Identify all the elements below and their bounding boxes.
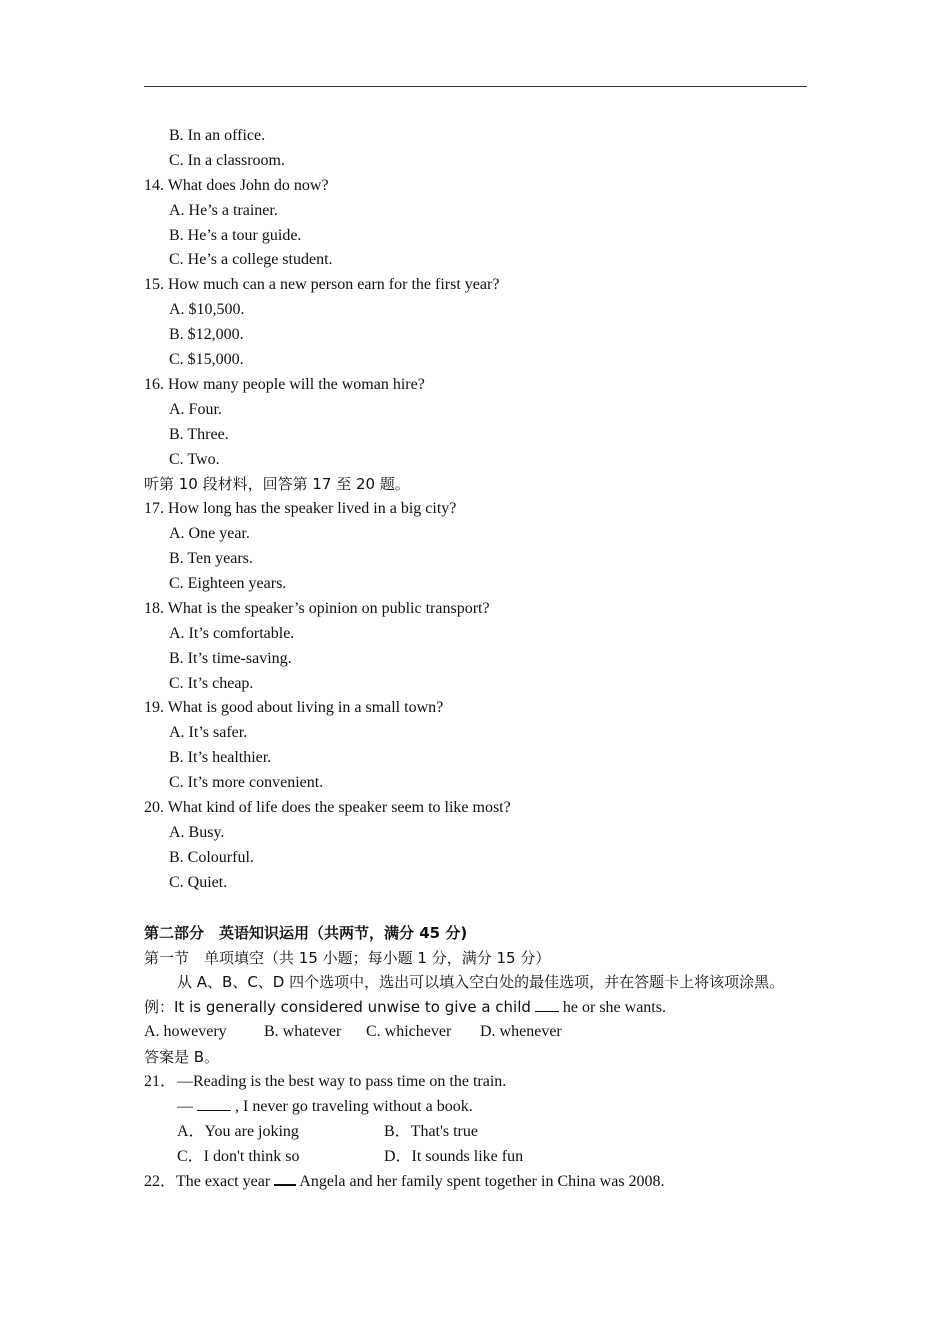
option-15a: A. $10,500. (169, 301, 245, 319)
example-option-c: C. whichever (366, 1023, 452, 1041)
question-21-line1: —Reading is the best way to pass time on the train. (177, 1073, 507, 1091)
example-sentence (144, 995, 808, 1020)
option-18a: A. It’s comfortable. (169, 624, 295, 642)
example-option-d: D. whenever (480, 1023, 562, 1041)
example-options (144, 1020, 808, 1045)
option-14b: B. He’s a tour guide. (169, 226, 302, 244)
question-21-number: 21． (144, 1073, 177, 1091)
question-16: 16. How many people will the woman hire? (144, 375, 425, 393)
option-19b: B. It’s healthier. (169, 749, 272, 767)
question-21-blank (197, 1110, 231, 1111)
example-blank (535, 1011, 559, 1012)
option-21d: D．It sounds like fun (384, 1147, 524, 1165)
option-16c: C. Two. (169, 450, 220, 468)
question-21-line2-text: , I never go traveling without a book. (235, 1097, 473, 1115)
header-rule (144, 86, 807, 87)
option-16b: B. Three. (169, 425, 229, 443)
question-22-blank (274, 1184, 296, 1186)
question-22-prefix: 22．The exact year (144, 1172, 271, 1190)
option-20b: B. Colourful. (169, 848, 254, 866)
question-20: 20. What kind of life does the speaker seem to like most? (144, 799, 511, 817)
section-10-instruction: 听第 10 段材料，回答第 17 至 20 题。 (144, 475, 410, 494)
option-19a: A. It’s safer. (169, 724, 248, 742)
option-20a: A. Busy. (169, 823, 225, 841)
example-option-a: A. howevery (144, 1023, 227, 1041)
question-21 (144, 1070, 808, 1095)
option-16a: A. Four. (169, 400, 222, 418)
question-14: 14. What does John do now? (144, 176, 329, 194)
option-18b: B. It’s time-saving. (169, 649, 292, 667)
option-13c: C. In a classroom. (169, 151, 285, 169)
option-13b: B. In an office. (169, 127, 266, 144)
option-21b: B．That's true (384, 1122, 478, 1140)
question-19: 19. What is good about living in a small town? (144, 699, 444, 717)
example-answer: 答案是 B。 (144, 1048, 220, 1067)
question-22-suffix: Angela and her family spent together in China was 2008. (299, 1172, 665, 1190)
section1-instruction: 从 A、B、C、D 四个选项中，选出可以填入空白处的最佳选项，并在答题卡上将该项涂黑。 (177, 973, 785, 992)
part2-title: 第二部分 英语知识运用（共两节，满分 45 分) (144, 923, 468, 942)
option-20c: C. Quiet. (169, 873, 228, 891)
option-17a: A. One year. (169, 525, 250, 543)
option-21a: A．You are joking (177, 1122, 299, 1140)
option-21c: C．I don't think so (177, 1147, 300, 1165)
example-option-b: B. whatever (264, 1023, 342, 1041)
exam-page (144, 124, 808, 1195)
option-15b: B. $12,000. (169, 326, 244, 344)
example-suffix: he or she wants. (562, 999, 666, 1017)
question-18: 18. What is the speaker’s opinion on public transport? (144, 599, 490, 617)
question-21-line2 (144, 1095, 808, 1120)
dash: — (177, 1097, 193, 1115)
option-15c: C. $15,000. (169, 351, 244, 369)
question-22 (144, 1170, 808, 1195)
option-18c: C. It’s cheap. (169, 674, 254, 692)
option-17b: B. Ten years. (169, 550, 253, 568)
question-17: 17. How long has the speaker lived in a big city? (144, 500, 457, 518)
option-14c: C. He’s a college student. (169, 251, 333, 269)
question-15: 15. How much can a new person earn for the first year? (144, 276, 500, 294)
example-prefix: 例：It is generally considered unwise to give a child (144, 998, 531, 1017)
option-17c: C. Eighteen years. (169, 575, 287, 593)
option-19c: C. It’s more convenient. (169, 774, 324, 792)
question-21-options-ab (144, 1120, 808, 1145)
option-14a: A. He’s a trainer. (169, 201, 278, 219)
section1-title: 第一节 单项填空（共 15 小题；每小题 1 分，满分 15 分） (144, 948, 551, 967)
spacer (144, 896, 808, 921)
question-21-options-cd (144, 1145, 808, 1170)
